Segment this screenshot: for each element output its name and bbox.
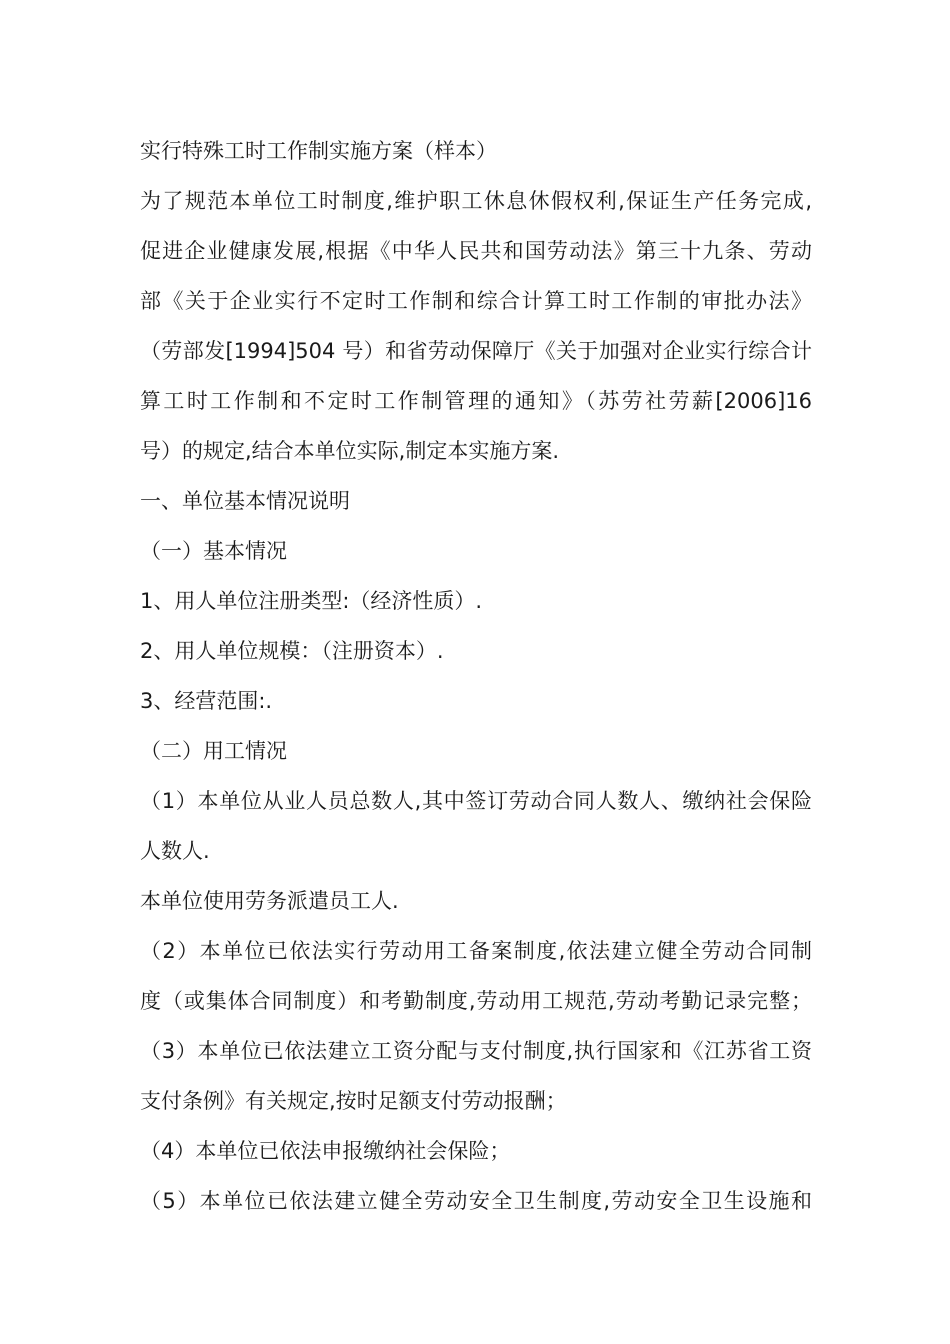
paragraph-line: 度（或集体合同制度）和考勤制度,劳动用工规范,劳动考勤记录完整； (140, 989, 812, 1013)
subsection-heading: （二）用工情况 (140, 739, 287, 763)
section-heading: 一、单位基本情况说明 (140, 489, 350, 513)
paragraph-line: （1）本单位从业人员总数人,其中签订劳动合同人数人、缴纳社会保险 (140, 789, 812, 813)
paragraph-line: 支付条例》有关规定,按时足额支付劳动报酬； (140, 1089, 567, 1113)
list-item: 2、用人单位规模：（注册资本）. (140, 639, 444, 663)
subsection-heading: （一）基本情况 (140, 539, 287, 563)
paragraph-line: （3）本单位已依法建立工资分配与支付制度,执行国家和《江苏省工资 (140, 1039, 812, 1063)
list-item: 3、经营范围:. (140, 689, 273, 713)
paragraph-line: 为了规范本单位工时制度,维护职工休息休假权利,保证生产任务完成, (140, 189, 812, 213)
document-title: 实行特殊工时工作制实施方案（样本） (140, 139, 497, 163)
paragraph-line: 人数人. (140, 839, 210, 863)
paragraph-line: （2）本单位已依法实行劳动用工备案制度,依法建立健全劳动合同制 (140, 939, 812, 963)
paragraph-line: 号）的规定,结合本单位实际,制定本实施方案. (140, 439, 560, 463)
list-item: 1、用人单位注册类型:（经济性质）. (140, 589, 483, 613)
paragraph-line: 促进企业健康发展,根据《中华人民共和国劳动法》第三十九条、劳动 (140, 239, 812, 263)
paragraph-line: 本单位使用劳务派遣员工人. (140, 889, 399, 913)
paragraph-line: （劳部发[1994]504 号）和省劳动保障厅《关于加强对企业实行综合计 (140, 339, 812, 363)
paragraph-line: （4）本单位已依法申报缴纳社会保险； (140, 1139, 511, 1163)
paragraph-line: （5）本单位已依法建立健全劳动安全卫生制度,劳动安全卫生设施和 (140, 1189, 812, 1213)
paragraph-line: 部《关于企业实行不定时工作制和综合计算工时工作制的审批办法》 (140, 289, 812, 313)
paragraph-line: 算工时工作制和不定时工作制管理的通知》（苏劳社劳薪[2006]16 (140, 389, 812, 413)
